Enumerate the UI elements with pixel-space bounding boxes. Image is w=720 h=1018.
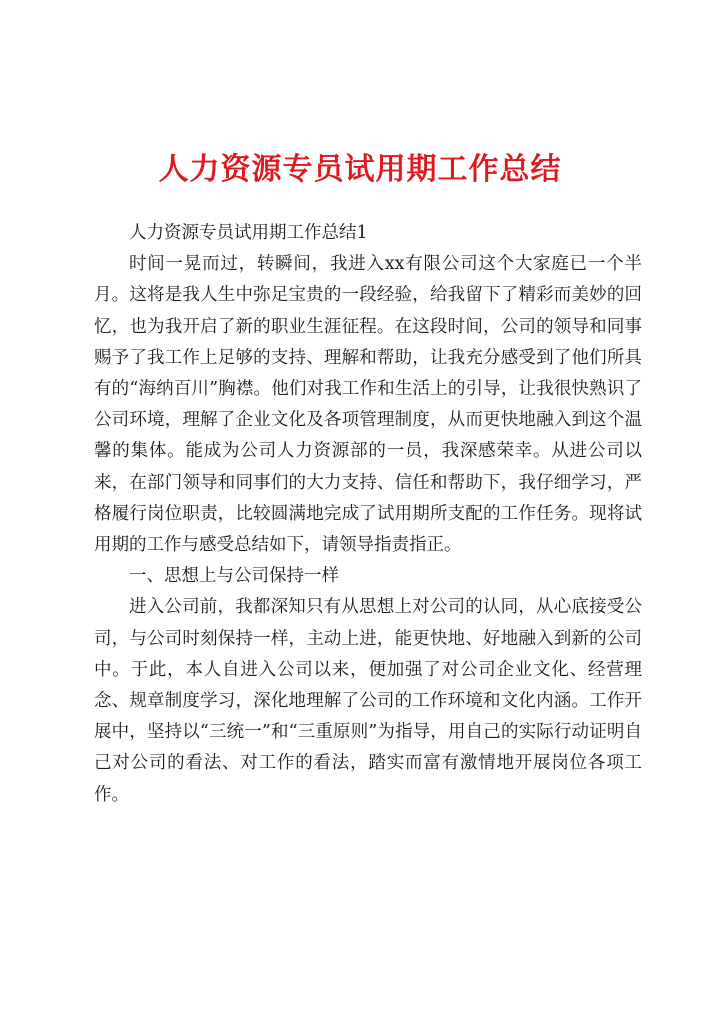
paragraph-thought: 进入公司前，我都深知只有从思想上对公司的认同，从心底接受公司，与公司时刻保持一样，主动上进，能更快地、好地融入到新的公司中。于此，本人自进入公司以来，便加强了对公司企业文化、经营理念、规章制度学习，深化地理解了公司的工作环境和文化内涵。工作开展中，坚持以“三统一”和“三重原则”为指导，用自己的实际行动证明自己对公司的看法、对工作的看法，踏实而富有激情地开展岗位各项工作。 bbox=[94, 597, 642, 805]
document-body bbox=[94, 218, 642, 811]
paragraph-introduction: 时间一晃而过，转瞬间，我进入xx有限公司这个大家庭已一个半月。这将是我人生中弥足宝贵的一段经验，给我留下了精彩而美妙的回忆，也为我开启了新的职业生涯征程。在这段时间，公司的领导和同事赐予了我工作上足够的支持、理解和帮助，让我充分感受到了他们所具有的“海纳百川”胸襟。他们对我工作和生活上的引导，让我很快熟识了公司环境，理解了企业文化及各项管理制度，从而更快地融入到这个温馨的集体。能成为公司人力资源部的一员，我深感荣幸。从进公司以来，在部门领导和同事们的大力支持、信任和帮助下，我仔细学习，严格履行岗位职责，比较圆满地完成了试用期所支配的工作任务。现将试用期的工作与感受总结如下，请领导指责指正。 bbox=[94, 254, 642, 556]
document-title: 人力资源专员试用期工作总结 bbox=[158, 152, 562, 187]
section-heading-intro: 人力资源专员试用期工作总结1 bbox=[129, 223, 368, 243]
section-heading-thought: 一、思想上与公司保持一样 bbox=[129, 566, 339, 587]
